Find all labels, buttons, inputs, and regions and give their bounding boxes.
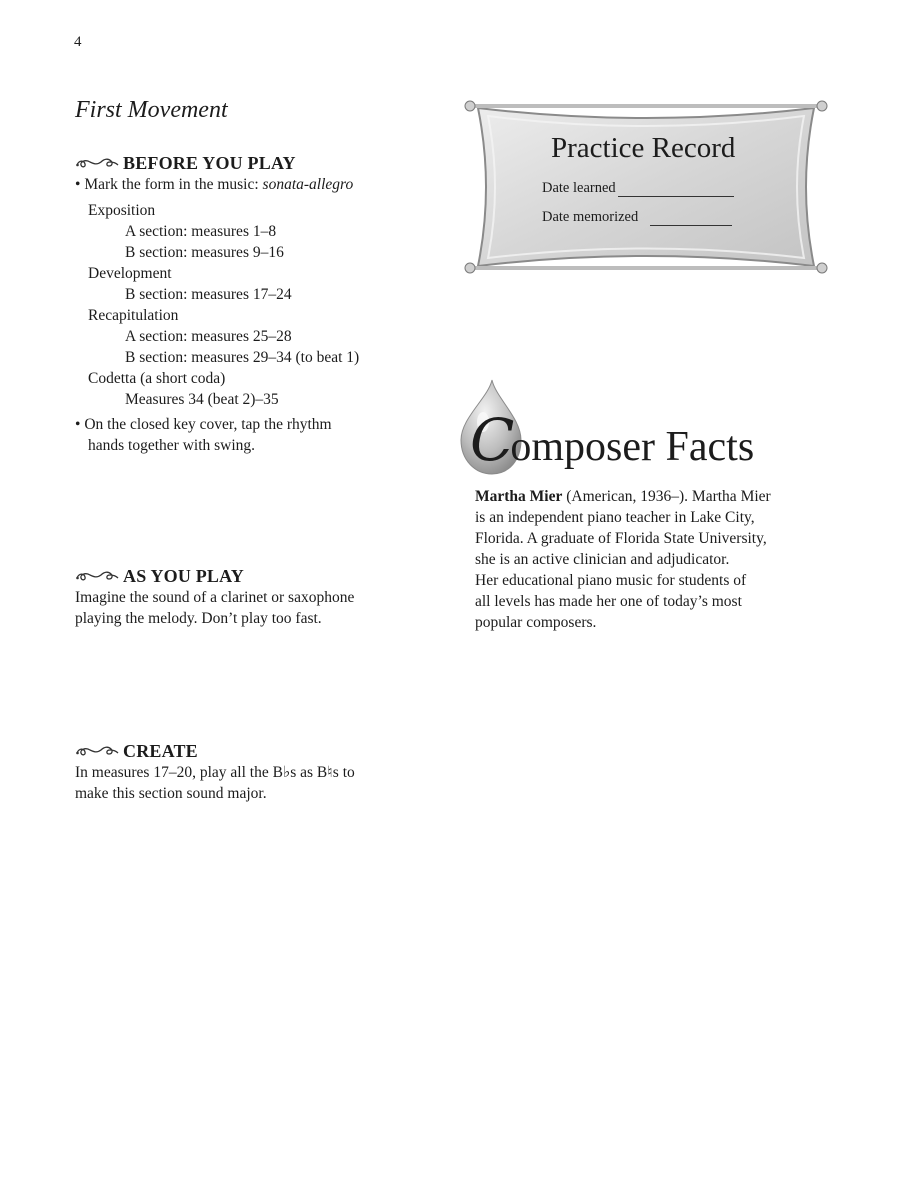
form-bullet: • Mark the form in the music: sonata-allegro	[75, 176, 354, 193]
ornament-flourish-icon	[75, 156, 119, 170]
bio-line: popular composers.	[475, 614, 597, 631]
title-initial: C	[470, 406, 515, 474]
tap-rhythm-continued: hands together with swing.	[88, 437, 256, 454]
tap-rhythm-bullet: • On the closed key cover, tap the rhythm	[75, 416, 332, 433]
date-learned-label: Date learned	[542, 180, 616, 196]
bio-line: all levels has made her one of today’s most	[475, 593, 742, 610]
create-section	[75, 739, 445, 804]
recap-b-section: B section: measures 29–34 (to beat 1)	[125, 349, 360, 366]
before-you-play-section	[75, 151, 445, 456]
heading-label: AS YOU PLAY	[123, 565, 244, 586]
composer-name: Martha Mier	[475, 488, 563, 505]
recapitulation-label: Recapitulation	[88, 307, 179, 324]
bio-text: (American, 1936–). Martha Mier	[562, 488, 771, 505]
bullet-text: On the closed key cover, tap the rhythm	[84, 416, 332, 433]
create-text-line: make this section sound major.	[75, 785, 267, 802]
title-rest: omposer Facts	[510, 424, 755, 470]
practice-record-title: Practice Record	[551, 132, 736, 164]
bullet-text: Mark the form in the music:	[84, 176, 263, 193]
development-b-section: B section: measures 17–24	[125, 286, 292, 303]
date-learned-row	[542, 180, 734, 197]
codetta-measures: Measures 34 (beat 2)–35	[125, 391, 279, 408]
date-memorized-label: Date memorized	[542, 209, 639, 225]
movement-title: First Movement	[75, 97, 228, 123]
bio-line: Her educational piano music for students of	[475, 572, 747, 589]
ornament-flourish-icon	[75, 569, 119, 583]
recap-a-section: A section: measures 25–28	[125, 328, 292, 345]
as-you-play-heading	[75, 564, 445, 588]
form-type: sonata-allegro	[262, 176, 354, 193]
ornament-flourish-icon	[75, 744, 119, 758]
create-text-line: In measures 17–20, play all the B♭s as B♮s to	[75, 764, 355, 781]
exposition-a-section: A section: measures 1–8	[125, 223, 277, 240]
bio-line	[475, 486, 865, 507]
exposition-label: Exposition	[88, 202, 156, 219]
date-memorized-row	[542, 209, 732, 226]
create-heading	[75, 739, 445, 763]
date-memorized-field[interactable]	[650, 210, 732, 226]
before-you-play-heading	[75, 151, 445, 175]
heading-label: BEFORE YOU PLAY	[123, 152, 296, 173]
page-number: 4	[74, 34, 82, 50]
bio-line: Florida. A graduate of Florida State University,	[475, 530, 767, 547]
as-you-play-section	[75, 564, 445, 629]
as-you-play-text-line: playing the melody. Don’t play too fast.	[75, 610, 322, 627]
development-label: Development	[88, 265, 172, 282]
exposition-b-section: B section: measures 9–16	[125, 244, 284, 261]
heading-label: CREATE	[123, 740, 198, 761]
practice-record	[462, 96, 830, 276]
composer-facts-title	[470, 406, 754, 474]
bio-line: she is an active clinician and adjudicator.	[475, 551, 730, 568]
codetta-label: Codetta (a short coda)	[88, 370, 226, 387]
as-you-play-text-line: Imagine the sound of a clarinet or saxophone	[75, 589, 355, 606]
bio-line: is an independent piano teacher in Lake City,	[475, 509, 755, 526]
composer-bio	[475, 486, 865, 633]
date-learned-field[interactable]	[618, 181, 734, 197]
